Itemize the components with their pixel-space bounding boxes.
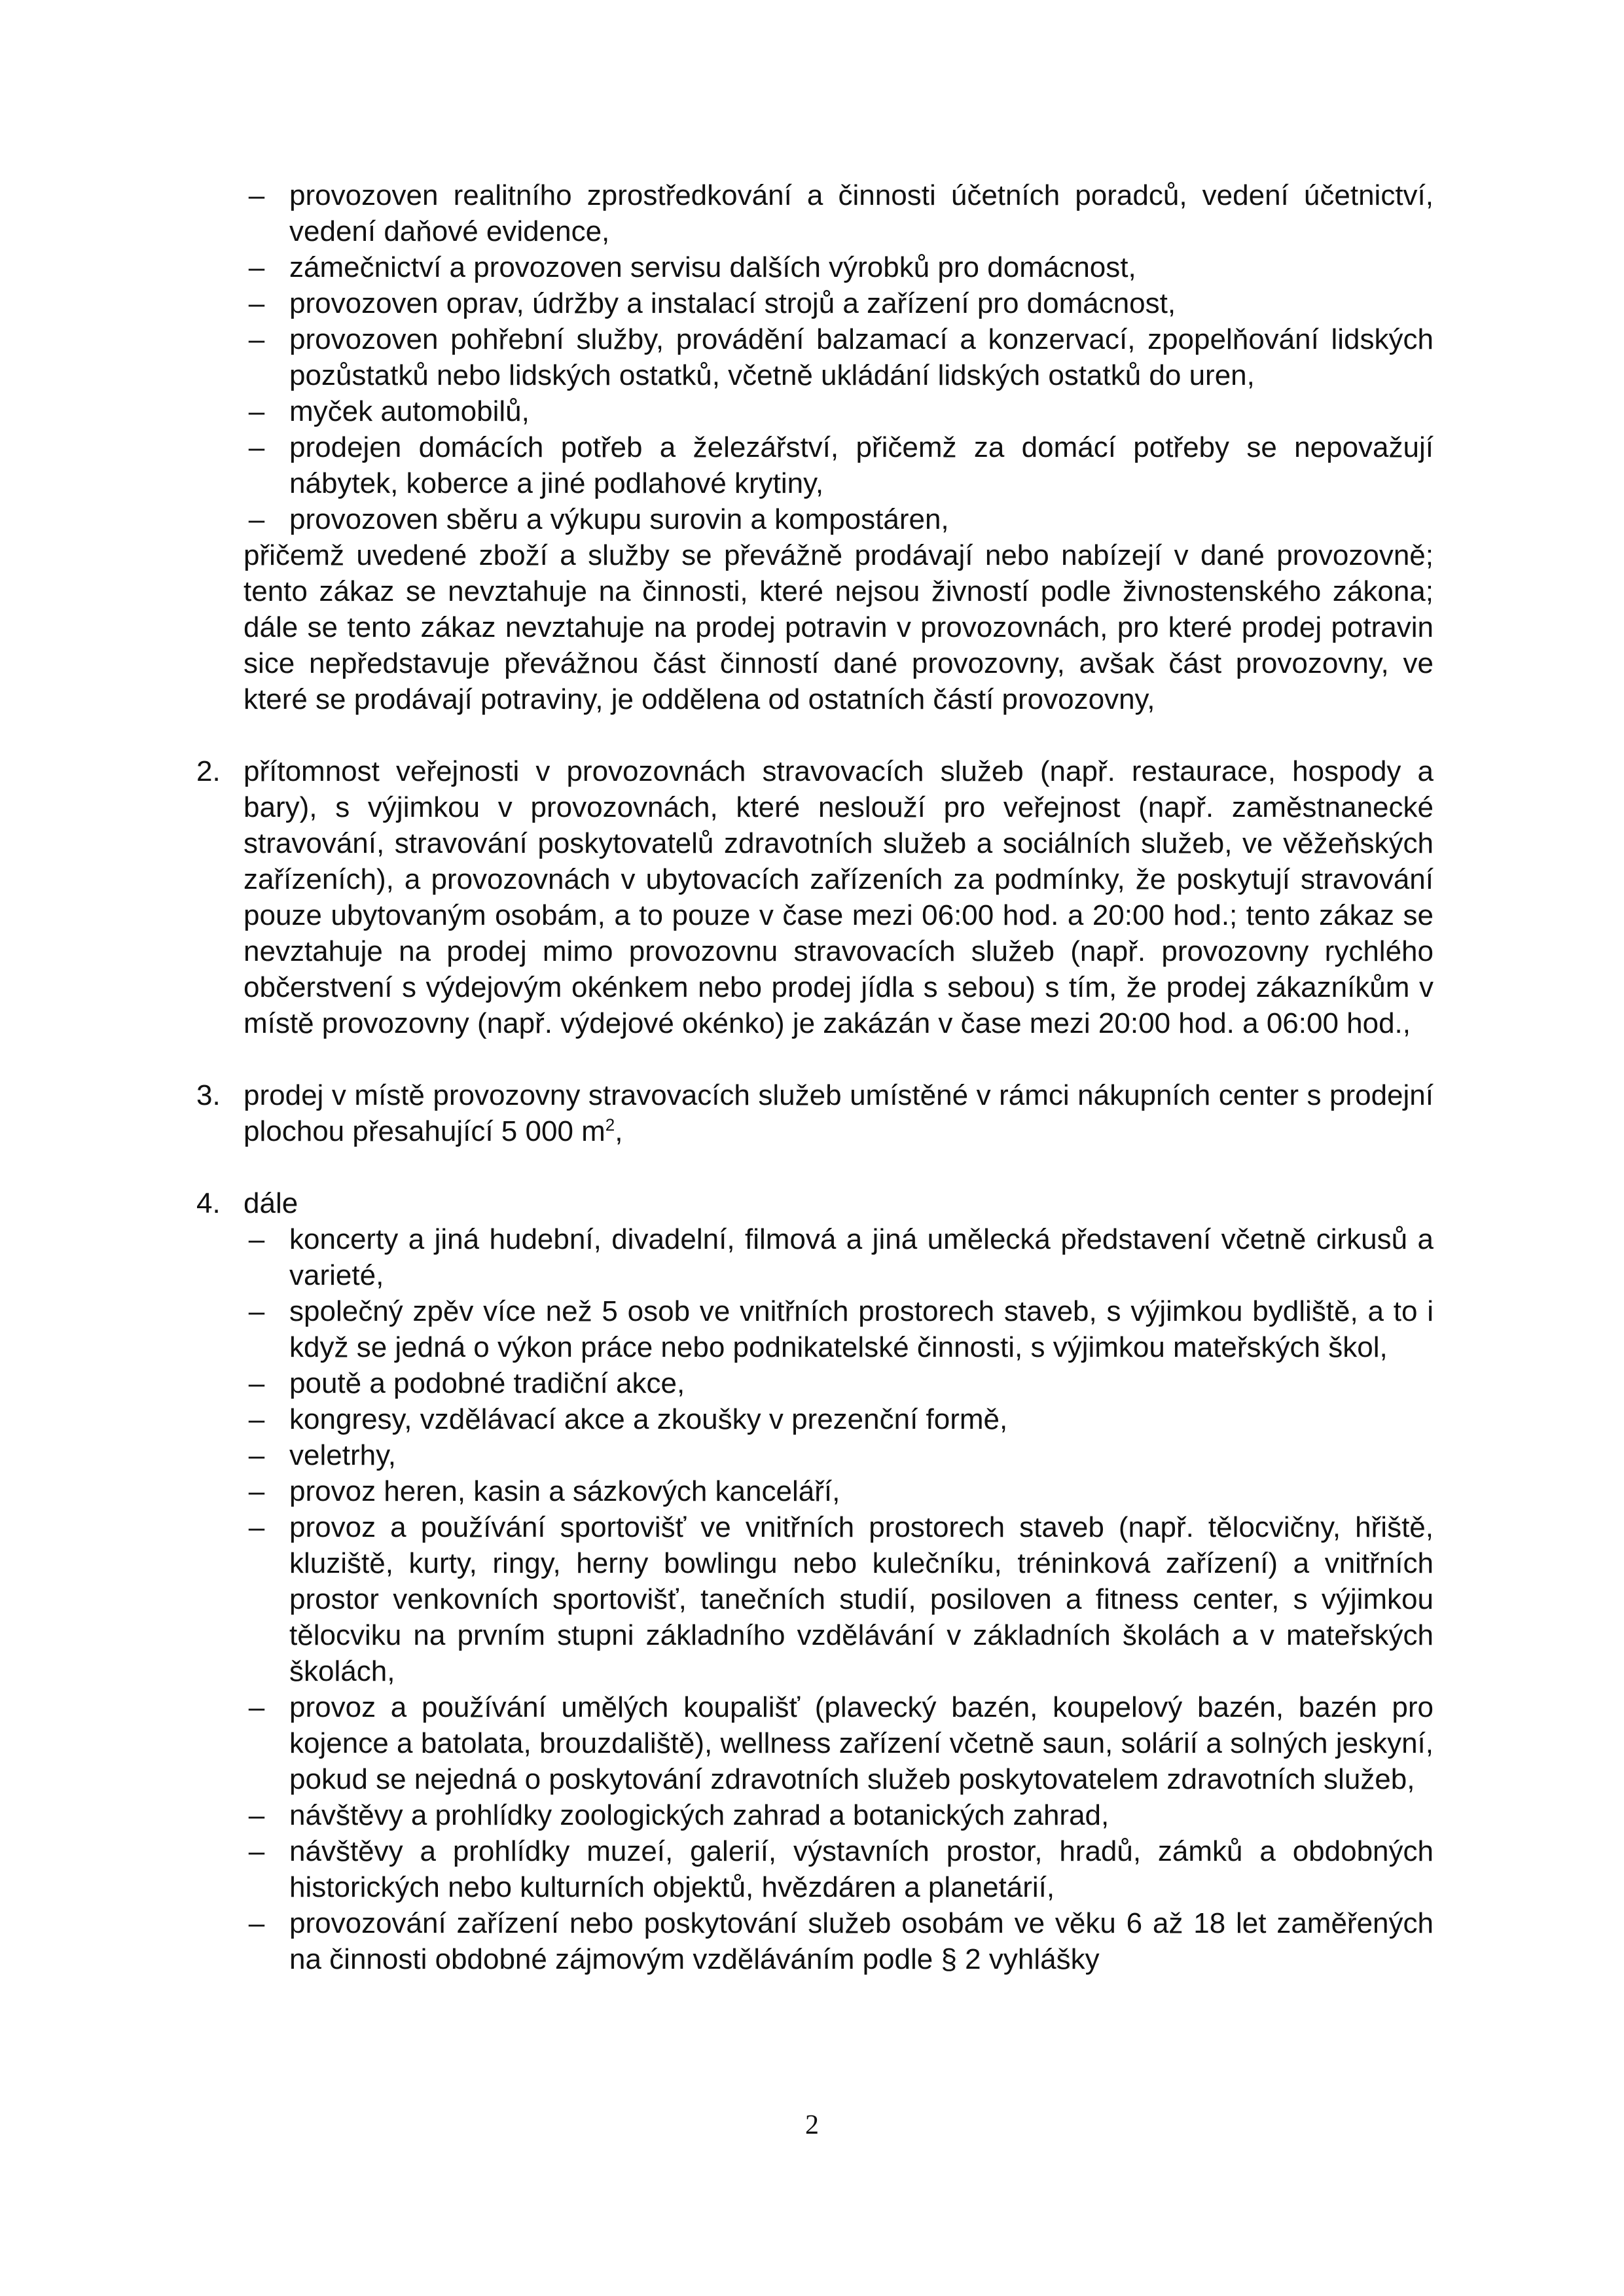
- numbered-item-4: [196, 1185, 1434, 1977]
- numbered-item-3: [196, 1077, 1434, 1149]
- dash-bullet-icon: –: [248, 287, 265, 319]
- dash-list-item4: [244, 1221, 1434, 1977]
- paragraph-gap: [244, 1041, 1434, 1077]
- list-item: [244, 285, 1434, 321]
- dash-bullet-icon: –: [248, 1223, 265, 1255]
- list-item: [244, 1689, 1434, 1797]
- paragraph-gap: [244, 717, 1434, 753]
- list-item: [244, 249, 1434, 285]
- dash-bullet-icon: –: [248, 1403, 265, 1435]
- dash-bullet-icon: –: [248, 1475, 265, 1507]
- list-item-text: provozoven realitního zprostředkování a činnosti účetních poradců, vedení účetnictví, vedení daňové evidence,: [289, 179, 1434, 247]
- list-item-text: poutě a podobné tradiční akce,: [289, 1367, 685, 1399]
- list-item: [244, 501, 1434, 537]
- item-3-text: [244, 1077, 1434, 1149]
- item-4-label: dále: [244, 1187, 298, 1219]
- list-item-text: provozoven sběru a výkupu surovin a kompostáren,: [289, 503, 949, 535]
- item-3-suffix: ,: [615, 1115, 623, 1147]
- dash-bullet-icon: –: [248, 1799, 265, 1831]
- superscript-squared: 2: [605, 1115, 615, 1135]
- list-item-text: návštěvy a prohlídky muzeí, galerií, výstavních prostor, hradů, zámků a obdobných historických nebo kulturních objektů, hvězdáren a planetárií,: [289, 1835, 1434, 1903]
- list-item-text: provoz a používání umělých koupališť (plavecký bazén, koupelový bazén, bazén pro kojence a batolata, brouzdaliště), wellness zařízení včetně saun, solárií a solných jeskyní, pokud se nejedná o poskytování zdravotních služeb poskytovatelem zdravotních služeb,: [289, 1691, 1434, 1795]
- dash-bullet-icon: –: [248, 503, 265, 535]
- list-item-text: kongresy, vzdělávací akce a zkoušky v prezenční formě,: [289, 1403, 1008, 1435]
- list-item-text: zámečnictví a provozoven servisu dalších výrobků pro domácnost,: [289, 251, 1136, 283]
- dash-bullet-icon: –: [248, 1367, 265, 1399]
- list-item-text: provozoven pohřební služby, provádění balzamací a konzervací, zpopelňování lidských pozůstatků nebo lidských ostatků, včetně ukládání lidských ostatků do uren,: [289, 323, 1434, 391]
- item-2-text: přítomnost veřejnosti v provozovnách stravovacích služeb (např. restaurace, hospody a bary), s výjimkou v provozovnách, které neslouží pro veřejnost (např. zaměstnanecké stravování, stravování poskytovatelů zdravotních služeb a sociálních služeb, ve věžeňských zařízeních), a provozovnách v ubytovacích zařízeních za podmínky, že poskytují stravování pouze ubytovaným osobám, a to pouze v čase mezi 06:00 hod. a 20:00 hod.; tento zákaz se nevztahuje na prodej mimo provozovnu stravovacích služeb (např. provozovny rychlého občerstvení s výdejovým okénkem nebo prodej jídla s sebou) s tím, že prodej zákazníkům v místě provozovny (např. výdejové okénko) je zakázán v čase mezi 20:00 hod. a 06:00 hod.,: [244, 755, 1434, 1039]
- list-item: [244, 1905, 1434, 1977]
- list-item-text: provoz a používání sportovišť ve vnitřních prostorech staveb (např. tělocvičny, hřiště, kluziště, kurty, ringy, herny bowlingu nebo kulečníku, tréninková zařízení) a vnitřních prostor venkovních sportovišť, tanečních studií, posiloven a fitness center, s výjimkou tělocviku na prvním stupni základního vzdělávání v základních školách a v mateřských školách,: [289, 1511, 1434, 1687]
- list-item: [244, 1293, 1434, 1365]
- list-item-text: veletrhy,: [289, 1439, 397, 1471]
- list-item: [244, 1401, 1434, 1437]
- list-item: [244, 1509, 1434, 1689]
- dash-bullet-icon: –: [248, 431, 265, 463]
- dash-bullet-icon: –: [248, 1835, 265, 1867]
- dash-bullet-icon: –: [248, 1295, 265, 1327]
- dash-bullet-icon: –: [248, 251, 265, 283]
- item-number: 4.: [196, 1187, 221, 1219]
- page-content: [196, 177, 1434, 1977]
- section1-closing-paragraph: přičemž uvedené zboží a služby se převážně prodávají nebo nabízejí v dané provozovně; tento zákaz se nevztahuje na činnosti, které nejsou živností podle živnostenského zákona; dále se tento zákaz nevztahuje na prodej potravin v provozovnách, pro které prodej potravin sice nepředstavuje převážnou část činností dané provozovny, avšak část provozovny, ve které se prodávají potraviny, je oddělena od ostatních částí provozovny,: [244, 539, 1434, 715]
- list-item-text: provozoven oprav, údržby a instalací strojů a zařízení pro domácnost,: [289, 287, 1176, 319]
- page-number: 2: [805, 2110, 819, 2140]
- dash-bullet-icon: –: [248, 1439, 265, 1471]
- list-item: [244, 1473, 1434, 1509]
- list-item: [244, 1437, 1434, 1473]
- dash-bullet-icon: –: [248, 179, 265, 211]
- dash-bullet-icon: –: [248, 395, 265, 427]
- paragraph-gap: [244, 1149, 1434, 1185]
- item-number: 2.: [196, 755, 221, 787]
- list-item-text: prodejen domácích potřeb a železářství, přičemž za domácí potřeby se nepovažují nábytek, koberce a jiné podlahové krytiny,: [289, 431, 1434, 499]
- item-number: 3.: [196, 1079, 221, 1111]
- item-3-body: prodej v místě provozovny stravovacích služeb umístěné v rámci nákupních center s prodejní plochou přesahující 5 000 m: [244, 1079, 1434, 1147]
- list-item-text: provozování zařízení nebo poskytování služeb osobám ve věku 6 až 18 let zaměřených na činnosti obdobné zájmovým vzděláváním podle § 2 vyhlášky: [289, 1907, 1434, 1975]
- dash-list-section1: [244, 177, 1434, 537]
- dash-bullet-icon: –: [248, 1511, 265, 1543]
- list-item: [244, 177, 1434, 249]
- list-item: [244, 1365, 1434, 1401]
- list-item: [244, 321, 1434, 393]
- list-item: [244, 1797, 1434, 1833]
- list-item-text: společný zpěv více než 5 osob ve vnitřních prostorech staveb, s výjimkou bydliště, a to i když se jedná o výkon práce nebo podnikatelské činnosti, s výjimkou mateřských škol,: [289, 1295, 1434, 1363]
- list-item: [244, 429, 1434, 501]
- list-item-text: myček automobilů,: [289, 395, 530, 427]
- list-item: [244, 1833, 1434, 1905]
- list-item: [244, 393, 1434, 429]
- list-item: [244, 1221, 1434, 1293]
- list-item-text: koncerty a jiná hudební, divadelní, filmová a jiná umělecká představení včetně cirkusů a varieté,: [289, 1223, 1434, 1291]
- list-item-text: návštěvy a prohlídky zoologických zahrad a botanických zahrad,: [289, 1799, 1110, 1831]
- dash-bullet-icon: –: [248, 1691, 265, 1723]
- list-item-text: provoz heren, kasin a sázkových kanceláří,: [289, 1475, 840, 1507]
- dash-bullet-icon: –: [248, 1907, 265, 1939]
- dash-bullet-icon: –: [248, 323, 265, 355]
- numbered-item-2: [196, 753, 1434, 1041]
